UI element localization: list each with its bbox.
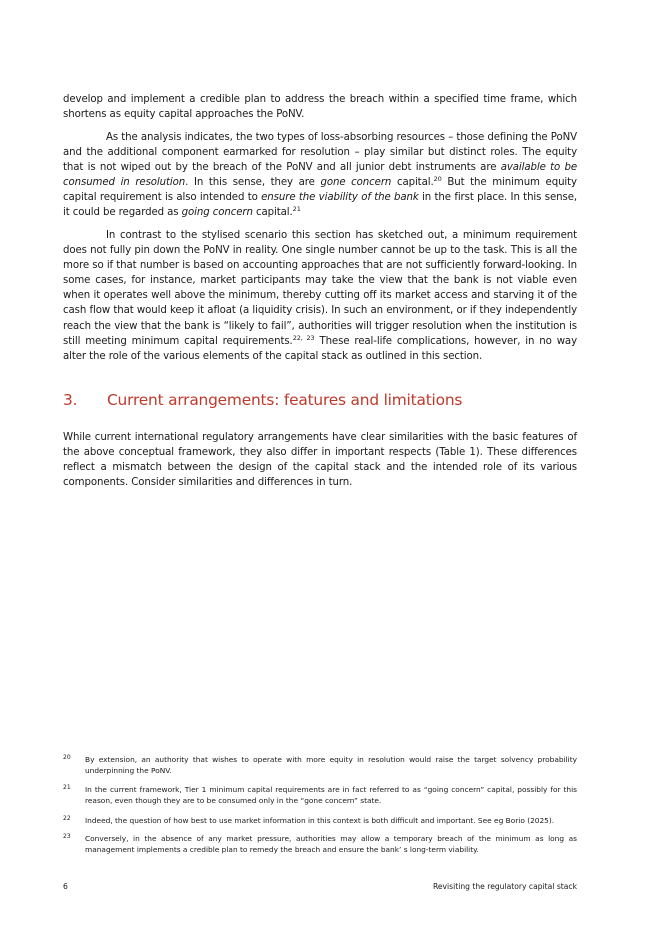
p3-text-a: In contrast to the stylised scenario this section has sketched out, a minimum requirement does not fully pin down the PoNV in reality. One single number cannot be up to the task. This is all the more so if that number is based on accounting approaches that are not sufficiently forward-looking. In some cases, for instance, market participants may take the view that the bank is not viable even when it operates well above the minimum, thereby cutting off its market access and starving it of the cash flow that would keep it afloat (a liquidity crisis). In such an environment, or if they independently reach the view that the bank is “likely to fail”, authorities will trigger resolution when the institution is still meeting minimum capital requirements. xyxy=(63,230,577,347)
footnote-number: 23 xyxy=(63,833,71,840)
p2-text-j: capital. xyxy=(252,207,293,219)
footnote-number: 22 xyxy=(63,815,71,822)
p2-text-e: capital. xyxy=(391,177,434,189)
paragraph-3 xyxy=(63,228,577,364)
p2-text-h: in the first place. In this sense, it could be regarded as xyxy=(63,192,577,219)
footnote-ref-21[interactable]: 21 xyxy=(292,205,301,214)
footnote xyxy=(63,833,577,855)
p3-text-b: These real-life complications, however, in no way alter the role of the various elements of the capital stack as outlined in this section. xyxy=(63,335,577,362)
p2-text-f: But the minimum equity capital requirement is also intended to xyxy=(63,177,577,204)
footnote-text: Indeed, the question of how best to use market information in this context is both difficult and important. See eg Borio (2025). xyxy=(85,816,555,825)
footnote-ref-22-23[interactable]: 22, 23 xyxy=(292,333,315,342)
paragraph-4: While current international regulatory arrangements have clear similarities with the basic features of the above conceptual framework, they also differ in important respects (Table 1). These differences reflect a mismatch between the design of the capital stack and the intended role of its various components. Consider similarities and differences in turn. xyxy=(63,432,577,489)
footnote-ref-20[interactable]: 20 xyxy=(433,175,442,184)
footnote-number: 20 xyxy=(63,754,71,761)
footnote xyxy=(63,784,577,806)
footnote-number: 21 xyxy=(63,784,71,791)
p2-emph-viability: ensure the viability of the bank xyxy=(261,192,419,204)
p2-text-c: . In this sense, they are xyxy=(185,177,321,189)
footnote-text: By extension, an authority that wishes to operate with more equity in resolution would raise the target solvency probability underpinning the PoNV. xyxy=(85,755,577,776)
paragraph-1: develop and implement a credible plan to address the breach within a specified time frame, which shortens as equity capital approaches the PoNV. xyxy=(63,94,577,121)
paragraph-2 xyxy=(63,130,577,221)
p2-emph-going-concern: going concern xyxy=(181,207,253,219)
p2-emph-consumed: available to be consumed in resolution xyxy=(63,162,577,189)
footnote-text: In the current framework, Tier 1 minimum capital requirements are in fact referred to as “going concern” capital, possibly for this reason, even though they are to be consumed only in the “gone concern” state. xyxy=(85,785,577,806)
footnote xyxy=(63,815,577,826)
running-title: Revisiting the regulatory capital stack xyxy=(432,882,577,891)
section-heading xyxy=(63,391,462,409)
p2-emph-gone-concern: gone concern xyxy=(320,177,392,189)
p2-text-a: As the analysis indicates, the two types of loss-absorbing resources – those defining the PoNV and the additional component earmarked for resolution – play similar but distinct roles. The equity that is not wiped out by the breach of the PoNV and all junior debt instruments are xyxy=(63,132,577,174)
footnote xyxy=(63,754,577,776)
section-number: 3. xyxy=(63,391,78,409)
footnote-text: Conversely, in the absence of any market pressure, authorities may allow a temporary breach of the minimum as long as management implements a credible plan to remedy the breach and ensure the bank’ s long-term viability. xyxy=(85,834,577,855)
section-title: Current arrangements: features and limitations xyxy=(107,391,463,409)
page-number: 6 xyxy=(63,882,68,891)
